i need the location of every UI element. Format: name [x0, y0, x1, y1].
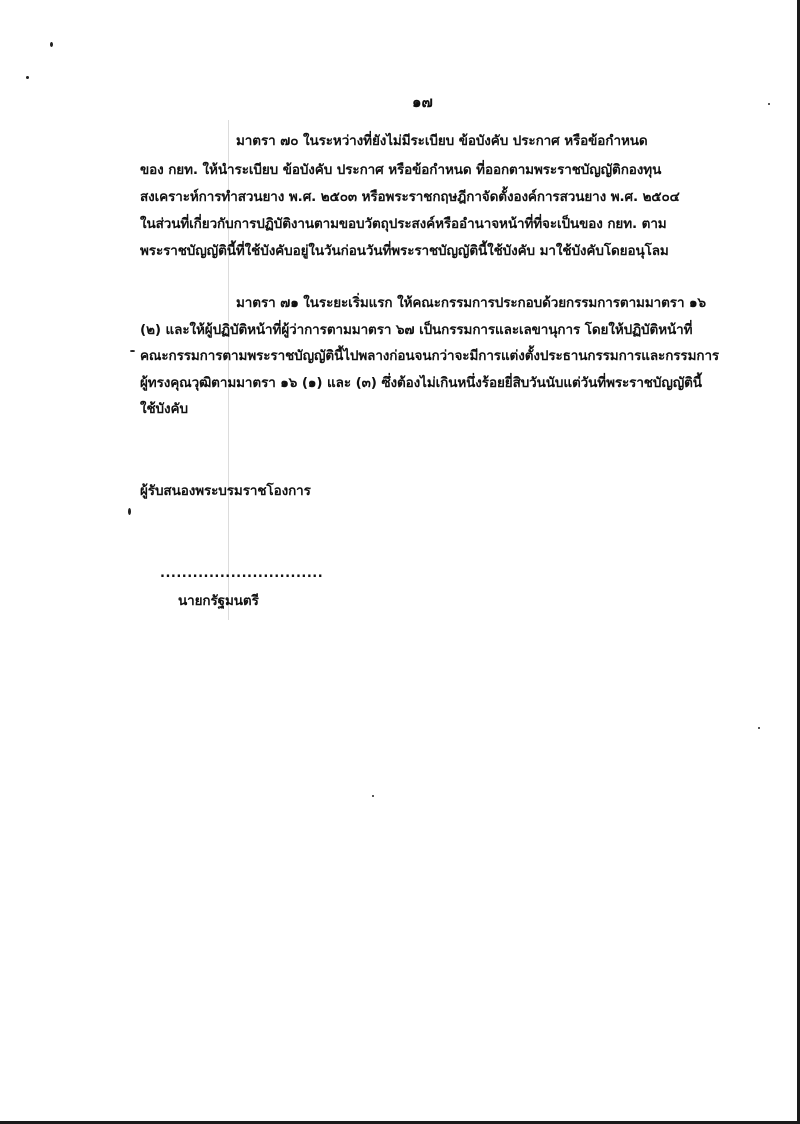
scan-speck	[758, 727, 760, 729]
scan-speck	[130, 350, 135, 352]
scan-speck	[26, 76, 29, 79]
paragraph-line: มาตรา ๗๐ ในระหว่างที่ยังไม่มีระเบียบ ข้อบังคับ ประกาศ หรือข้อกำหนด	[236, 133, 648, 149]
scan-speck	[50, 42, 53, 47]
paragraph-line: ใช้บังคับ	[140, 401, 188, 417]
countersign-title: ผู้รับสนองพระบรมราชโองการ	[140, 483, 311, 499]
scan-speck	[768, 103, 770, 105]
scan-speck	[128, 508, 131, 515]
paragraph-line: สงเคราะห์การทำสวนยาง พ.ศ. ๒๕๐๓ หรือพระราชกฤษฎีกาจัดตั้งองค์การสวนยาง พ.ศ. ๒๕๐๔	[140, 189, 680, 205]
paragraph-line: ของ กยท. ให้นำระเบียบ ข้อบังคับ ประกาศ หรือข้อกำหนด ที่ออกตามพระราชบัญญัติกองทุน	[140, 162, 662, 178]
page-number: ๑๗	[412, 93, 433, 111]
paragraph-line: ผู้ทรงคุณวุฒิตามมาตรา ๑๖ (๑) และ (๓) ซึ่งต้องไม่เกินหนึ่งร้อยยี่สิบวันนับแต่วันที่พระราชบัญญัตินี้	[140, 375, 702, 391]
scan-speck	[372, 795, 374, 797]
paragraph-line: มาตรา ๗๑ ในระยะเริ่มแรก ให้คณะกรรมการประกอบด้วยกรรมการตามมาตรา ๑๖	[236, 295, 706, 311]
paragraph-line: พระราชบัญญัตินี้ที่ใช้บังคับอยู่ในวันก่อนวันที่พระราชบัญญัตินี้ใช้บังคับ มาใช้บังคับโดยอนุโลม	[140, 243, 669, 259]
prime-minister-title: นายกรัฐมนตรี	[178, 593, 259, 609]
signature-line: ..............................	[160, 566, 324, 581]
paragraph-line: (๒) และให้ผู้ปฏิบัติหน้าที่ผู้ว่าการตามมาตรา ๖๗ เป็นกรรมการและเลขานุการ โดยให้ปฏิบัติหน้าที่	[140, 322, 693, 338]
paragraph-line: คณะกรรมการตามพระราชบัญญัตินี้ไปพลางก่อนจนกว่าจะมีการแต่งตั้งประธานกรรมการและกรรมการ	[140, 348, 720, 364]
paragraph-line: ในส่วนที่เกี่ยวกับการปฏิบัติงานตามขอบวัตถุประสงค์หรืออำนาจหน้าที่ที่จะเป็นของ กยท. ตาม	[140, 216, 667, 232]
